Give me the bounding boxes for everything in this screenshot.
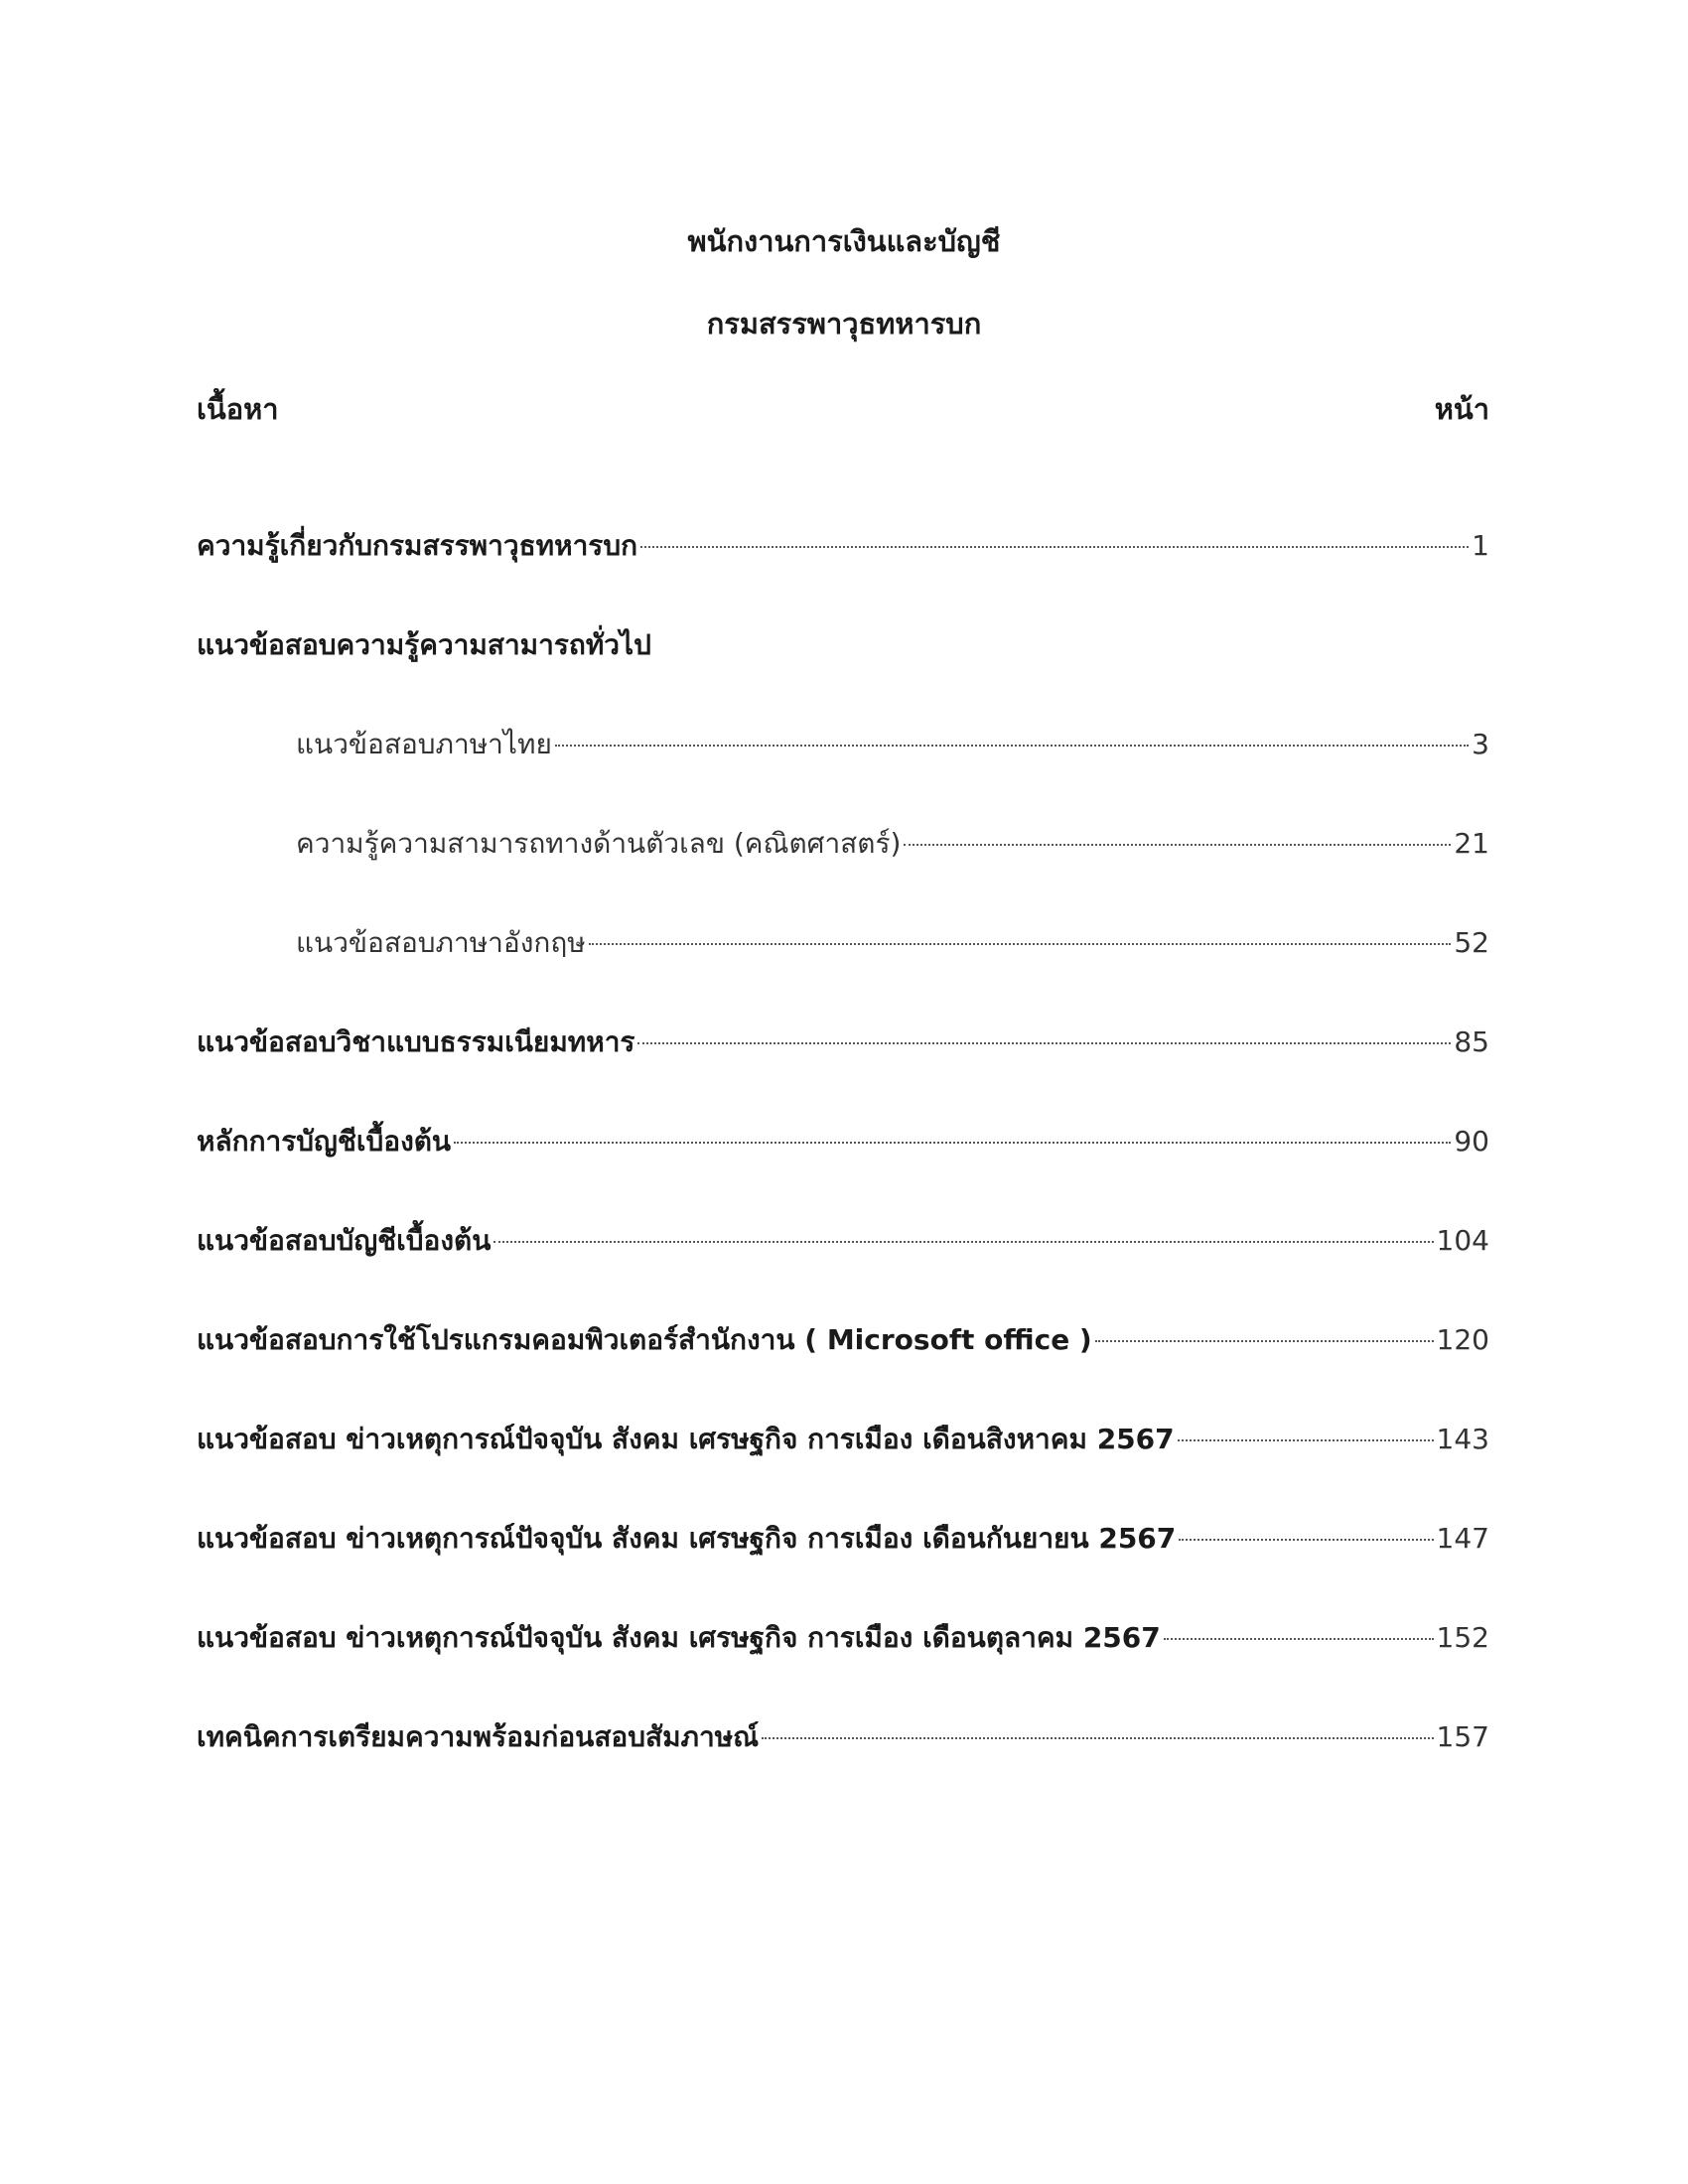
toc-entry-label: แนวข้อสอบ ข่าวเหตุการณ์ปัจจุบัน สังคม เศรษฐกิจ การเมือง เดือนตุลาคม 2567 [197,1621,1161,1654]
table-of-contents [197,526,1489,1817]
toc-entry [197,1221,1489,1261]
toc-subentry [197,923,1489,963]
dot-leader [904,844,1451,846]
toc-entry-page: 157 [1436,1720,1489,1753]
toc-entry [197,1618,1489,1658]
toc-entry-page: 3 [1472,728,1489,760]
toc-entry-label: แนวข้อสอบภาษาอังกฤษ [296,926,586,959]
toc-entry [197,1420,1489,1459]
dot-leader [1164,1638,1434,1640]
toc-entry [197,1519,1489,1559]
toc-entry-page: 52 [1454,926,1489,959]
toc-entry-label: แนวข้อสอบ ข่าวเหตุการณ์ปัจจุบัน สังคม เศรษฐกิจ การเมือง เดือนกันยายน 2567 [197,1522,1177,1555]
dot-leader [1178,1439,1434,1441]
toc-entry-page: 143 [1436,1423,1489,1455]
toc-entry-label: แนวข้อสอบการใช้โปรแกรมคอมพิวเตอร์สำนักงาน ( Microsoft office ) [197,1323,1092,1356]
toc-entry [197,1122,1489,1161]
dot-leader [454,1142,1451,1144]
toc-entry-label: แนวข้อสอบ ข่าวเหตุการณ์ปัจจุบัน สังคม เศรษฐกิจ การเมือง เดือนสิงหาคม 2567 [197,1423,1175,1455]
dot-leader [589,943,1452,945]
toc-entry [197,1320,1489,1360]
dot-leader [637,1042,1451,1044]
toc-subentry [197,725,1489,764]
dot-leader [1179,1539,1433,1541]
toc-entry-page: 21 [1454,827,1489,860]
document-subtitle: กรมสรรพาวุธทหารบก [706,307,982,341]
dot-leader [640,546,1469,548]
dot-leader [555,745,1469,747]
toc-subentry [197,824,1489,864]
toc-entry [197,1023,1489,1062]
toc-entry-label: แนวข้อสอบวิชาแบบธรรมเนียมทหาร [197,1025,635,1058]
toc-entry-page: 104 [1436,1224,1489,1257]
contents-column-header: เนื้อหา [197,392,279,426]
toc-entry-label: หลักการบัญชีเบื้องต้น [197,1125,452,1158]
toc-entry-page: 152 [1436,1621,1489,1654]
toc-entry-label: ความรู้ความสามารถทางด้านตัวเลข (คณิตศาสตร์) [296,827,902,860]
toc-entry [197,526,1489,566]
toc-entry-label: แนวข้อสอบบัญชีเบื้องต้น [197,1224,492,1257]
dot-leader [1095,1340,1434,1342]
toc-entry-page: 147 [1436,1522,1489,1555]
toc-section-heading [197,625,1489,665]
toc-entry-label: ความรู้เกี่ยวกับกรมสรรพาวุธทหารบก [197,529,638,562]
toc-entry-label: แนวข้อสอบความรู้ความสามารถทั่วไป [197,628,651,661]
toc-entry-page: 90 [1454,1125,1489,1158]
toc-entry-label: แนวข้อสอบภาษาไทย [296,728,552,760]
toc-entry-page: 85 [1454,1025,1489,1058]
toc-entry-page: 1 [1472,529,1489,562]
page-column-header: หน้า [1434,392,1489,426]
toc-entry [197,1717,1489,1757]
document-title: พนักงานการเงินและบัญชี [687,224,1001,258]
dot-leader [493,1241,1433,1243]
toc-entry-label: เทคนิคการเตรียมความพร้อมก่อนสอบสัมภาษณ์ [197,1720,760,1753]
dot-leader [762,1737,1433,1739]
toc-entry-page: 120 [1436,1323,1489,1356]
